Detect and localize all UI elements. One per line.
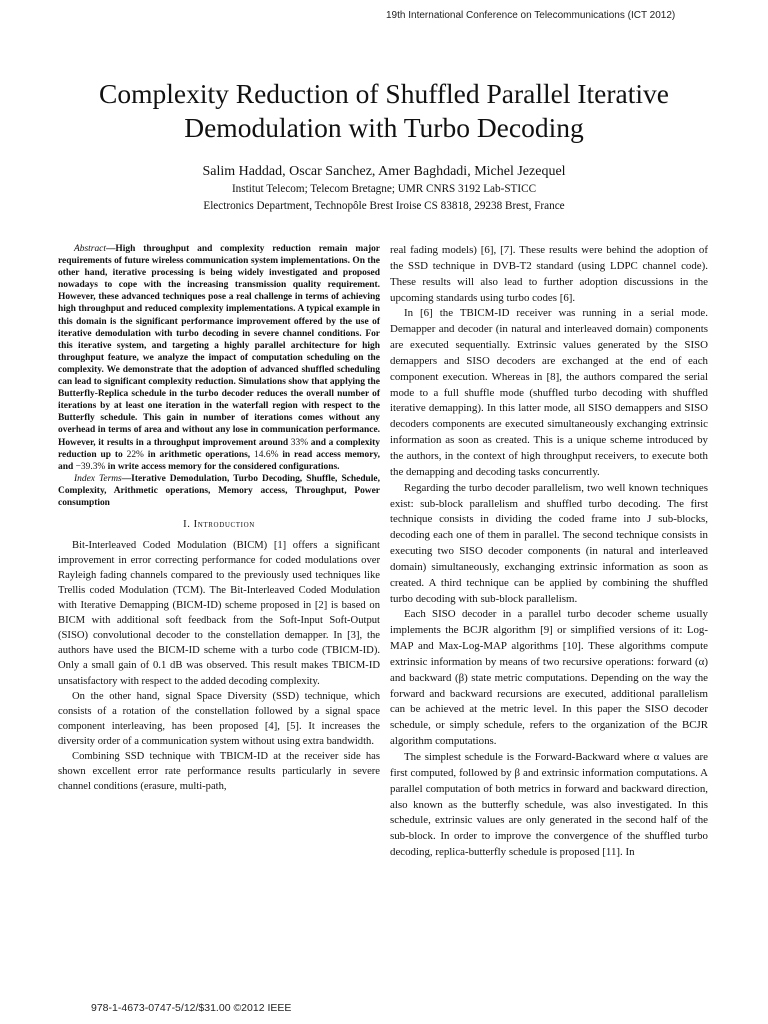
- title-line-1: Complexity Reduction of Shuffled Parallel Iterative: [99, 78, 669, 109]
- paragraph: In [6] the TBICM-ID receiver was running in a serial mode. Demapper and decoder (in natural and interleaved domain) components are executed sequentially. Extrinsic values generated by the SISO demappers and SISO decoders are exchanged at the end of each component execution. Whereas in [8], the authors compared the serial mode to a full shuffle mode (shuffled turbo decoding with shuffled iterative demapping). In this latter mode, all SISO demappers and SISO decoders components are executed simultaneously exchanging extrinsic information as soon as created. This is a unique scheme introduced by the authors, in the context of high throughput receivers, to execute both the demapping and decoding tasks concurrently.: [390, 307, 708, 478]
- abstract: [58, 243, 380, 473]
- abstract-text-a: —High throughput and complexity reduction remain major requirements of future wireless communication system implementations. On the other hand, iterative processing is being widely investigated and proposed nowadays to cope with the increasing transmission quality requirement. However, these advanced techniques pose a real challenge in terms of achieving high throughput and reduced complexity implementations. A typical example in this domain is the significant performance improvement offered by the use of iterative demodulation with turbo decoding in severe channel conditions. For this iterative system, and targeting a highly parallel architecture for high throughput feature, we analyze the impact of computation scheduling on the complexity. We demonstrate that the adoption of advanced shuffled scheduling can lead to significant complexity reduction. Simulations show that applying the Butterfly-Replica schedule in the turbo decoder reduces the overall number of iterations by at least one iteration in the waterfall region with respect to the Butterfly schedule. This gain in number of iterations comes without any overhead in terms of area and without any lose in communication performance. However, it results in a throughput improvement around: [58, 244, 380, 448]
- abstract-value-3: 14.6%: [254, 449, 279, 460]
- copyright-footer: 978-1-4673-0747-5/12/$31.00 ©2012 IEEE: [91, 1002, 292, 1014]
- authors: Salim Haddad, Oscar Sanchez, Amer Baghdadi, Michel Jezequel: [202, 164, 566, 179]
- affiliation-line-2: Electronics Department, Technopôle Brest Iroise CS 83818, 29238 Brest, France: [203, 200, 565, 212]
- section-heading-introduction: [58, 517, 380, 532]
- left-column: [58, 243, 380, 794]
- abstract-text-d: in read access memory, and: [58, 449, 380, 472]
- abstract-label: Abstract: [74, 244, 106, 254]
- paragraph: Combining SSD technique with TBICM-ID at the receiver side has shown excellent error rate performance results particularly in severe channel conditions (erasure, multi-path,: [58, 750, 380, 792]
- abstract-text-e: in write access memory for the considered configurations.: [105, 461, 340, 472]
- index-terms-label: Index Terms: [74, 473, 122, 484]
- section-number: I.: [183, 519, 191, 531]
- section-title: Introduction: [193, 519, 255, 531]
- abstract-value-4: −39.3%: [75, 461, 106, 472]
- paragraph: Regarding the turbo decoder parallelism, two well known techniques exist: sub-block parallelism and shuffled turbo decoding. The first technique consists in dividing the coded frame into J sub-blocks, decoding each one of them in parallel. The second technique consists in executing two SISO decoder components (in natural and interleaved domain) simultaneously, exchanging extrinsic information as soon as created. A third technique can be applied by combining the shuffled turbo decoding with sub-block parallelism.: [390, 481, 708, 605]
- paragraph: On the other hand, signal Space Diversity (SSD) technique, which consists of a rotation of the constellation followed by a signal space component interleaving, has been proposed [4], [5]. It increases the diversity order of a communication system without using extra bandwidth.: [58, 690, 380, 747]
- conference-header: 19th International Conference on Telecommunications (ICT 2012): [386, 10, 676, 21]
- abstract-text-b: and a complexity reduction up to: [58, 437, 381, 460]
- paragraph: Bit-Interleaved Coded Modulation (BICM) [1] offers a significant improvement in error correcting performance for coded modulations over Rayleigh fading channels compared to the previously used techniques like Trellis coded Modulation (TCM). The Bit-Interleaved Coded Modulation with Iterative Demapping (BICM-ID) scheme proposed in [2] is based on BICM with additional soft feedback from the Soft-Input Soft-Output (SISO) convolutional decoder to the constellation demapper. In [3], the authors have used the BICM-ID scheme with a turbo code (TBICM-ID). Only a small gain of 0.1 dB was observed. This result makes TBICM-ID unsatisfactory with respect to the added decoding complexity.: [58, 540, 380, 687]
- affiliation-line-1: Institut Telecom; Telecom Bretagne; UMR CNRS 3192 Lab-STICC: [231, 183, 537, 195]
- paragraph: The simplest schedule is the Forward-Backward where α values are first computed, followed by β and extrinsic information computations. A parallel computation of both metrics in forward and backward direction, also known as the butterfly schedule, was also investigated. In this schedule, extrinsic values are only generated in the second half of the sub-block. In order to improve the convergence of the shuffled turbo decoding, replica-butterfly schedule is proposed [11]. In: [390, 751, 708, 859]
- abstract-text-c: in arithmetic operations,: [143, 449, 255, 460]
- paragraph: real fading models) [6], [7]. These results were behind the adoption of the SSD technique in DVB-T2 standard (using LDPC channel code). These results will also lead to further adoption discussions in the upcoming standards using turbo codes [6].: [390, 244, 708, 304]
- abstract-value-1: 33%: [290, 437, 309, 448]
- right-column: [390, 243, 708, 861]
- title-line-2: Demodulation with Turbo Decoding: [184, 112, 584, 143]
- index-terms: [58, 473, 380, 509]
- abstract-value-2: 22%: [126, 449, 144, 460]
- index-terms-text: —Iterative Demodulation, Turbo Decoding, Shuffle, Schedule, Complexity, Arithmetic operations, Memory access, Throughput, Power consumption: [58, 473, 380, 508]
- paper-title: [40, 77, 728, 145]
- paragraph: Each SISO decoder in a parallel turbo decoder scheme usually implements the BCJR algorithm [9] or simplified versions of it: Log-MAP and Max-Log-MAP algorithms [10]. These algorithms compute extrinsic information by means of two recursive operations: forward (α) and backward (β) state metric computations. Depending on the way the forward and backward recursions are executed, additional parallelism can be achieved at the metric level. In this paper the SISO decoder schedule, or simply schedule, refers to the organization of the BCJR algorithm computations.: [390, 608, 708, 748]
